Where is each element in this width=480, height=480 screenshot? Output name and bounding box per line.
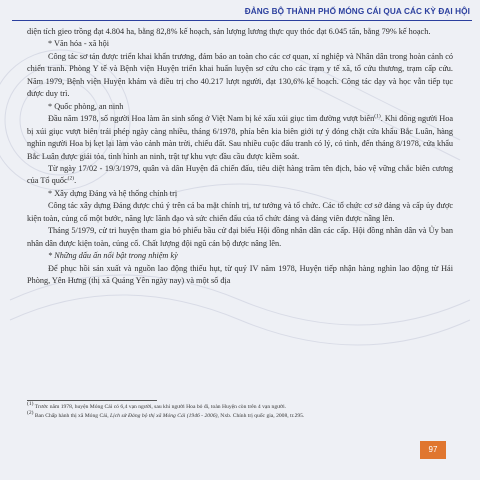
- page-number: 97: [420, 441, 446, 459]
- footnote-ref-1: (1): [374, 113, 381, 120]
- header-rule: [12, 20, 472, 21]
- paragraph-4: [27, 163, 453, 188]
- footnote-ref-2: (2): [67, 175, 75, 182]
- paragraph-4-part-b: .: [74, 176, 77, 186]
- paragraph-3-part-a: Đầu năm 1978, số người Hoa làm ăn sinh sống ở Việt Nam bị kẻ xấu xúi giục tìm đường vượt biên: [48, 114, 375, 124]
- body-text: [27, 26, 453, 288]
- heading-culture: * Văn hóa - xã hội: [48, 39, 110, 49]
- footnote-1-mark: (1): [27, 401, 34, 408]
- footnote-1-text: Trước năm 1978, huyện Móng Cái có 6,4 vạn người, sau khi người Hoa bỏ đi, toàn Huyện còn trên 4 vạn người.: [34, 404, 287, 410]
- paragraph-4-part-a: Từ ngày 17/02 - 19/3/1979, quân và dân Huyện đã chiến đấu, tiêu diệt hàng trăm tên địch, bảo vệ vững chắc biên cương của Tổ quốc: [27, 163, 453, 186]
- paragraph-7: Để phục hồi sản xuất và nguồn lao động thiếu hụt, từ quý IV năm 1978, Huyện tiếp nhận hàng nghìn lao động từ Hải Phòng, Yên Hưng (thị xã Quảng Yên ngày nay) và một số địa: [27, 263, 453, 286]
- heading-defense: * Quốc phòng, an ninh: [48, 101, 124, 111]
- paragraph-5: Công tác xây dựng Đảng được chú ý trên cả ba mặt chính trị, tư tưởng và tổ chức. Các tổ chức cơ sở đảng và cấp ủy được kiện toàn, củng cố một bước, năng lực lãnh đạo và sức chiến đấu của tổ chức đảng và đảng viên được nâng lên.: [27, 201, 453, 223]
- paragraph-6: Tháng 5/1979, cử tri huyện tham gia bỏ phiếu bầu cử đại biểu Hội đồng nhân dân các cấp. Hội đồng nhân dân và Ủy ban nhân dân được kiện toàn, củng cố. Chất lượng đội ngũ cán bộ được nâng lên.: [27, 226, 453, 248]
- running-header-title: ĐẢNG BỘ THÀNH PHỐ MÓNG CÁI QUA CÁC KỲ ĐẠI HỘI: [244, 7, 470, 16]
- footnote-1: [27, 403, 453, 412]
- footnote-2-text-b: , Nxb. Chính trị quốc gia, 2008, tr.295.: [217, 412, 305, 419]
- footnote-2-text-a: Ban Chấp hành thị xã Móng Cái,: [34, 412, 111, 419]
- heading-party: * Xây dựng Đảng và hệ thống chính trị: [48, 188, 178, 198]
- footnote-2-mark: (2): [27, 409, 34, 416]
- paragraph-1: diện tích gieo trồng đạt 4.804 ha, bằng 82,8% kế hoạch, sản lượng lương thực quy thóc đạt 6.045 tấn, bằng 79% kế hoạch.: [27, 27, 431, 36]
- paragraph-2: Công tác sơ tán được triển khai khẩn trương, đảm bảo an toàn cho các cơ quan, xí nghiệp và Nhân dân trong hoàn cảnh có chiến tranh. Phòng Y tế và Bệnh viện Huyện triển khai huấn luyện sơ cứu cho các trạm y tế xã, tổ cứu thương, trạm cấp cứu. Năm 1979, Bệnh viện Huyện khám và điều trị cho 40.217 lượt người, đạt 130,6% kế hoạch. Công tác dạy và học vẫn tiếp tục được duy trì.: [27, 51, 453, 99]
- footnote-2-book-title: Lịch sử Đảng bộ thị xã Móng Cái (1946 - 2006): [110, 412, 218, 419]
- paragraph-3-part-b: . Khi đông người Hoa bị xúi giục vượt biên trái phép ngày càng nhiều, tháng 6/1978, phía bên kia biên giới tự ý đóng chặt cửa khẩu Bắc Luân, hàng nghìn người Hoa bị kẹt lại làm vào cảnh màn trời, chiếu đất. Sau nhiều cuộc đấu tranh có lý, có tình, đến tháng 8/1978, cửa khẩu Bắc Luân được giải tỏa, tình hình an ninh, trật tự khu vực đầu cầu được kiềm soát.: [27, 114, 453, 161]
- heading-results: * Những dấu ấn nổi bật trong nhiệm kỳ: [48, 251, 178, 261]
- footnote-rule: [27, 400, 157, 401]
- footnote-2: [27, 409, 453, 421]
- paragraph-3: [27, 113, 453, 163]
- footnotes: [27, 403, 453, 420]
